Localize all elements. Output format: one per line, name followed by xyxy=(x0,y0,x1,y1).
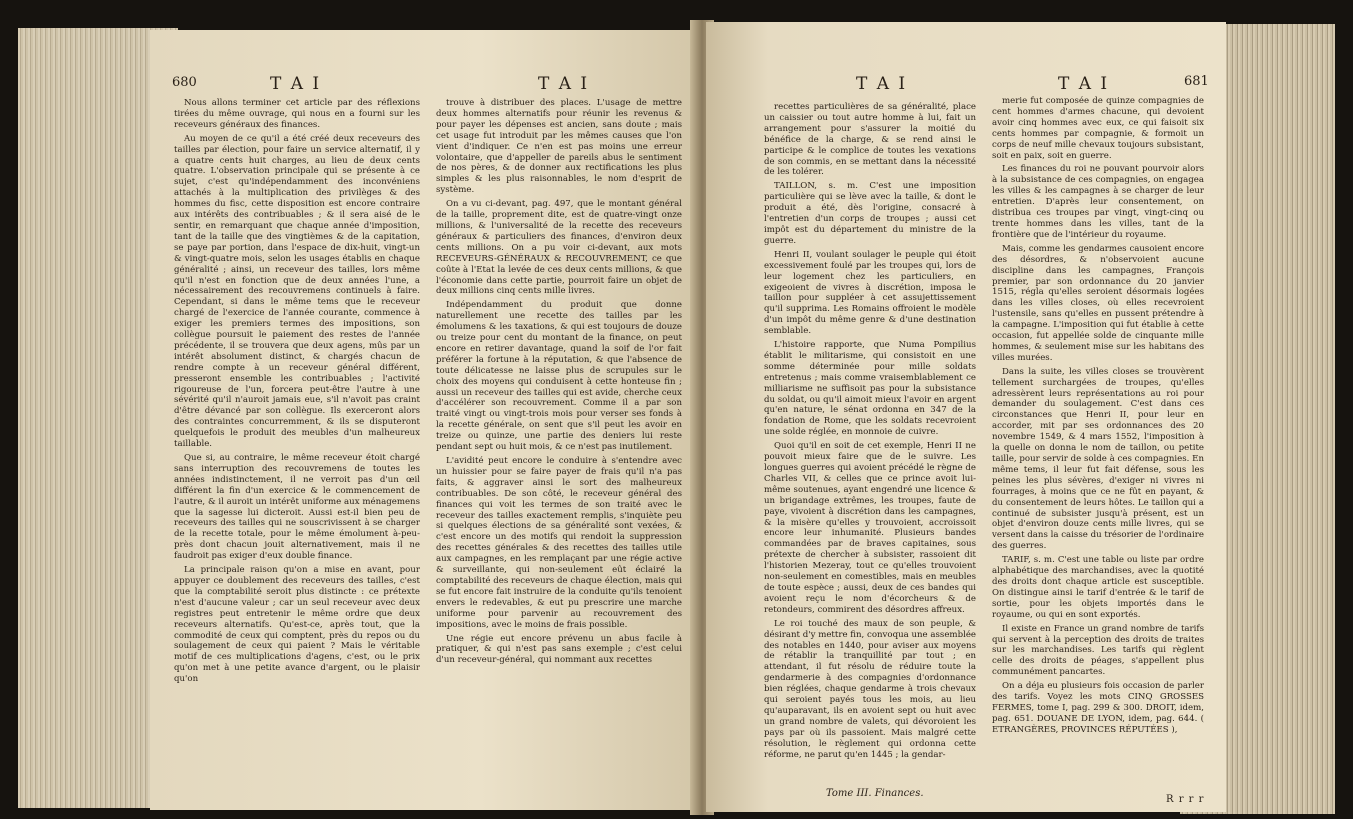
paragraph: trouve à distribuer des places. L'usage de mettre deux hommes alternatifs pour réunir les revenus & pour payer les dépenses est ancien, sans doute ; mais cet usage fut introduit par les mêmes causes que l'on vient d'indiquer. Ce n'en est pas moins une erreur volontaire, que d'appeller de pareils abus le sentiment de nos pères, & de donner aux rectifications les plus simples & les plus raisonnables, le nom d'esprit de système. xyxy=(436,98,682,196)
paragraph: Nous allons terminer cet article par des réflexions tirées du même ouvrage, qui nous en a fourni sur les receveurs généraux des finances. xyxy=(174,98,420,130)
left-page xyxy=(150,30,702,810)
paragraph: On a vu ci-devant, pag. 497, que le montant général de la taille, proprement dite, est de quatre-vingt onze millions, & l'universalité de la recette des receveurs généraux & particuliers des finances, d'environ deux cents millions. On a pu voir ci-devant, aux mots RECEVEURS-GÉNÉRAUX & RECOUVREMENT, ce que coûte à l'Etat la levée de ces deux cents millions, & que l'économie dans cette partie, pourroit faire un objet de deux millions cinq cents mille livres. xyxy=(436,199,682,297)
paragraph: L'histoire rapporte, que Numa Pompilius établit le militarisme, qui consistoit en une somme déterminée pour mille soldats entretenus ; mais comme vraisemblablement ce milliarisme ne suffisoit pas pour la subsistance du soldat, ou qu'il aimoit mieux l'avoir en argent qu'en nature, le sénat ordonna en 347 de la fondation de Rome, que les soldats recevroient une solde réglée, en monnoie de cuivre. xyxy=(764,340,976,438)
left-column-1 xyxy=(174,98,420,688)
running-head-left-1: T A I xyxy=(270,74,322,94)
paragraph: recettes particulières de sa généralité, place un caissier ou tout autre homme à lui, fait un arrangement pour s'assurer la moitié du bénéfice de la charge, & se rend ainsi le participe & le complice de toutes les vexations de son commis, en se mettant dans la nécessité de les tolérer. xyxy=(764,102,976,178)
paragraph: Il existe en France un grand nombre de tarifs qui servent à la perception des droits de traites sur les marchandises. Les tarifs qui règlent celle des droits de péages, s'appellent plus communément pancartes. xyxy=(992,623,1204,678)
paragraph: L'avidité peut encore le conduire à s'entendre avec un huissier pour se faire payer de frais qu'il n'a pas faits, & aggraver ainsi le sort des malheureux contribuables. De son côté, le receveur général des finances qui voit les termes de son traité avec le receveur des tailles exactement remplis, s'inquiète peu si quelques élections de sa généralité sont vexées, & c'est encore un des motifs qui rendoit la suppression des recettes générales & des recettes des tailles utile aux campagnes, en les remplaçant par une régie active & surveillante, qui non-seulement eût éclairé la comptabilité des receveurs de chaque élection, mais qui se fut encore fait instruire de la conduite qu'ils tenoient envers le redevables, & eut pu prescrire une marche uniforme pour parvenir au recouvrement des impositions, avec le moins de frais possible. xyxy=(436,456,682,630)
running-head-right-2: T A I xyxy=(1058,74,1110,94)
right-column-2 xyxy=(992,96,1204,739)
paragraph: Henri II, voulant soulager le peuple qui étoit excessivement foulé par les troupes qui, lors de leur logement chez les particuliers, en exigeoient de vivres à discrétion, imposa le taillon pour suppléer à cet assujettissement qu'il supprima. Les Romains offroient le modèle d'un impôt du même genre & d'une destination semblable. xyxy=(764,249,976,337)
paragraph: On a déja eu plusieurs fois occasion de parler des tarifs. Voyez les mots CINQ GROSSES FERMES, tome I, pag. 299 & 300. DROIT, idem, pag. 651. DOUANE DE LYON, idem, pag. 644. ( ETRANGÈRES, PROVINCES RÉPUTÉES ), xyxy=(992,681,1204,735)
page-number-right: 681 xyxy=(1184,74,1209,89)
paragraph: La principale raison qu'on a mise en avant, pour appuyer ce doublement des receveurs des tailles, c'est que la comptabilité seroit plus distincte : ce prétexte n'est d'aucune valeur ; car un seul receveur avec deux registres peut entretenir le même ordre que deux receveurs alternatifs. Qu'est-ce, après tout, que la commodité de ceux qui comptent, près du repos ou du soulagement de ceux qui paient ? Mais le véritable motif de ces multiplications d'agens, c'est, ou le prix qu'on met à une petite avance d'argent, ou le plaisir qu'on xyxy=(174,565,420,685)
paragraph: Au moyen de ce qu'il a été créé deux receveurs des tailles par élection, pour faire un service alternatif, il y a quatre cents huit charges, au lieu de deux cents quatre. L'observation principale qui se présente à ce sujet, c'est qu'indépendamment des inconvéniens attachés à la multiplication des privilèges & des hommes du fisc, cette disposition est encore contraire aux intérêts des contribuables ; & il sera aisé de le sentir, en remarquant que chaque année d'imposition, tant de la taille que des vingtièmes & de la capitation, se paye par portion, dans l'espace de dix-huit, vingt-un & vingt-quatre mois, selon les usages établis en chaque généralité ; ainsi, un receveur des tailles, lors même qu'il n'est en fonction que de deux années l'une, a nécessairement des recouvremens continuels à faire. Cependant, si dans le même tems que le receveur chargé de l'exercice de l'année courante, commence à exiger les premiers termes des impositions, son collègue poursuit le paiement des restes de l'année précédente, il se trouvera que deux agens, mûs par un intérêt absolument distinct, & chargés chacun de rendre compte à un receveur général différent, presseront ensemble les contribuables ; l'activité rigoureuse de l'un, forcera peut-être l'autre à une sévérité qu'il n'auroit jamais eue, s'il n'avoit pas craint d'être dévancé par son collègue. Ils exerceront alors des contraintes concurremment, & ils se disputeront quelquefois le produit des meubles d'un malheureux taillable. xyxy=(174,133,420,450)
paragraph: merie fut composée de quinze compagnies de cent hommes d'armes chacune, qui devoient avoir cinq hommes avec eux, ce qui faisoit six cents hommes par compagnie, & formoit un corps de neuf mille chevaux toujours subsistant, soit en paix, soit en guerre. xyxy=(992,96,1204,161)
paragraph: Que si, au contraire, le même receveur étoit chargé sans interruption des recouvremens de toutes les années indistinctement, il ne verroit pas d'un œil différent la fin d'un exercice & le commencement de l'autre, & il auroit un intérêt uniforme aux ménagemens que la sagesse lui dicteroit. Aussi est-il bien peu de receveurs des tailles qui ne souscrivissent à se charger de la recette totale, pour le même émolument à-peu-près dont chacun jouit alternativement, mais il ne faudroit pas exiger d'eux double finance. xyxy=(174,453,420,562)
paragraph: Dans la suite, les villes closes se trouvèrent tellement surchargées de troupes, qu'elles adressèrent leurs représentations au roi pour demander du soulagement. C'est dans ces circonstances que Henri II, pour leur en accorder, mit par ses ordonnances des 20 novembre 1549, & 4 mars 1552, l'imposition à la quelle on donna le nom de taillon, ou petite taille, pour servir de solde à ces compagnies. En même tems, il leur fut fait défense, sous les peines les plus sévères, d'exiger ni vivres ni fourrages, à moins que ce ne fût en payant, & du consentement de leurs hôtes. Le taillon qui a continué de subsister jusqu'à présent, est un objet d'environ douze cents mille livres, qui se versent dans la caisse du trésorier de l'ordinaire des guerres. xyxy=(992,366,1204,552)
right-page xyxy=(706,22,1226,812)
running-head-right-1: T A I xyxy=(856,74,908,94)
paragraph: Le roi touché des maux de son peuple, & désirant d'y mettre fin, convoqua une assemblée des notables en 1440, pour aviser aux moyens de rétablir la tranquillité par tout ; en attendant, il fut résolu de réduire toute la gendarmerie à des compagnies d'ordonnance bien réglées, chaque gendarme à trois chevaux qui seroient payés tous les mois, au lieu qu'auparavant, ils en avoient sept ou huit avec un grand nombre de valets, qui dévoroient les pays par où ils passoient. Mais malgré cette résolution, le règlement qui ordonna cette réforme, ne parut qu'en 1445 ; la gendar- xyxy=(764,618,976,760)
paragraph: Mais, comme les gendarmes causoient encore des désordres, & n'observoient aucune discipline dans les campagnes, François premier, par son ordonnance du 20 janvier 1515, régla qu'elles seroient désormais logées dans les villes closes, où elles recevroient l'ustensile, sans qu'elles en pussent prétendre à la campagne. L'imposition qui fut établie à cette occasion, fut appellée solde de cinquante mille hommes, & seulement mise sur les habitans des villes murées. xyxy=(992,243,1204,363)
signature-mark: R r r r xyxy=(1166,794,1205,805)
paragraph: TAILLON, s. m. C'est une imposition particulière qui se lève avec la taille, & dont le produit a été, dès l'origine, consacré à l'entretien d'un corps de troupes ; aussi cet impôt est du département du ministre de la guerre. xyxy=(764,181,976,246)
footer-signature: Tome III. Finances. xyxy=(826,788,924,799)
running-head-left-2: T A I xyxy=(538,74,590,94)
paragraph: Indépendamment du produit que donne naturellement une recette des tailles par les émolumens & les taxations, & qui est toujours de douze ou treize pour cent du montant de la finance, on peut encore en retirer davantage, quand la soif de l'or fait préférer la fortune à la réputation, & que l'absence de toute délicatesse ne laisse plus de scrupules sur le choix des moyens qui conduisent à cette honteuse fin ; aussi un receveur des tailles qui est avide, cherche ceux d'accélérer son recouvrement. Comme il a par son traité vingt ou vingt-trois mois pour verser ses fonds à la recette générale, on sent que s'il peut les avoir en treize ou quinze, une partie des deniers lui reste pendant sept ou huit mois, & ce n'est pas inutilement. xyxy=(436,300,682,453)
page-number-left: 680 xyxy=(172,75,197,90)
paragraph: Quoi qu'il en soit de cet exemple, Henri II ne pouvoit mieux faire que de le suivre. Les longues guerres qui avoient précédé le règne de Charles VII, & celles que ce prince avoit lui-même soutenues, ayant engendré une licence & un brigandage extrêmes, les troupes, faute de paye, vivoient à discrétion dans les campagnes, & la misère qu'elles y trouvoient, accroissoit encore leur inhumanité. Plusieurs bandes commandées par de braves capitaines, sous prétexte de chercher à subsister, rassoient dit l'historien Mezeray, tout ce qu'elles trouvoient non-seulement en comestibles, mais en meubles de toute espèce ; aussi, deux de ces bandes qui avoient reçu le nom d'écorcheurs & de retondeurs, commirent des désordres affreux. xyxy=(764,441,976,615)
left-column-2 xyxy=(436,98,682,669)
paragraph: Une régie eut encore prévenu un abus facile à pratiquer, & qui n'est pas sans exemple ; c'est celui d'un receveur-général, qui nommant aux recettes xyxy=(436,633,682,666)
paragraph: TARIF, s. m. C'est une table ou liste par ordre alphabétique des marchandises, avec la quotité des droits dont chaque article est susceptible. On distingue ainsi le tarif d'entrée & le tarif de sortie, pour les objets importés dans le royaume, ou qui en sont exportés. xyxy=(992,555,1204,620)
right-column-1 xyxy=(764,102,976,763)
paragraph: Les finances du roi ne pouvant pourvoir alors à la subsistance de ces compagnies, on engagea les villes & les campagnes à se charger de leur entretien. D'après leur consentement, on distribua ces troupes par vingt, vingt-cinq ou trente hommes dans les villes, tant de la frontière que de l'intérieur du royaume. xyxy=(992,164,1204,240)
